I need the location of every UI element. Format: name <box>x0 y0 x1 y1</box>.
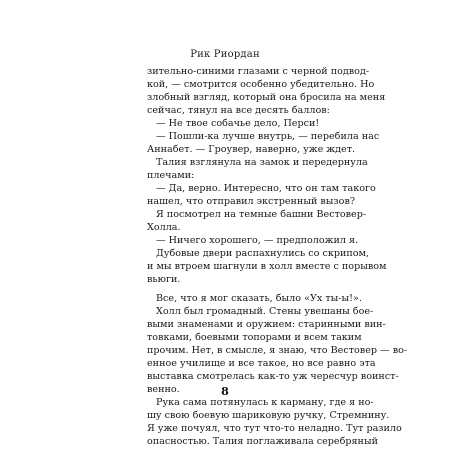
text-line: выми знаменами и оружием: старинными вин- <box>147 319 386 330</box>
text-line: шу свою боевую шариковую ручку, Стремнину. <box>147 410 390 421</box>
text-line: Я уже почуял, что тут что-то неладно. Тут разило <box>147 423 402 434</box>
text-line: — Пошли-ка лучше внутрь, — перебила нас <box>156 131 380 142</box>
page-number: 8 <box>221 385 229 398</box>
text-line: Дубовые двери распахнулись со скрипом, <box>156 248 370 259</box>
text-line: Холл был громадный. Стены увешаны бое- <box>156 306 374 317</box>
text-line: енное училище и все такое, но все равно эта <box>147 358 376 369</box>
text-line: прочим. Нет, в смысле, я знаю, что Вестовер — во- <box>147 345 408 356</box>
text-line: венно. <box>147 384 180 395</box>
running-head-author: Рик Риордан <box>190 49 260 60</box>
text-line: — Да, верно. Интересно, что он там такого <box>156 183 376 194</box>
text-line: Аннабет. — Гроувер, наверно, уже ждет. <box>147 144 356 155</box>
text-line: плечами: <box>147 170 195 181</box>
text-line: кой, — смотрится особенно убедительно. Но <box>147 79 375 90</box>
text-line: Талия взглянула на замок и передернула <box>156 157 368 168</box>
text-line: — Ничего хорошего, — предположил я. <box>156 235 359 246</box>
text-line: товками, боевыми топорами и всем таким <box>147 332 362 343</box>
text-line: сейчас, тянул на все десять баллов: <box>147 105 330 116</box>
text-line: опасностью. Талия поглаживала серебряный <box>147 436 378 447</box>
text-line: вьюги. <box>147 274 181 285</box>
text-line: Все, что я мог сказать, было «Ух ты-ы!». <box>156 293 362 304</box>
text-line: зительно-синими глазами с черной подвод- <box>147 66 370 77</box>
text-line: нашел, что отправил экстренный вызов? <box>147 196 355 207</box>
text-line: выставка смотрелась как-то уж чересчур воинст- <box>147 371 399 382</box>
text-line: Холла. <box>147 222 181 233</box>
text-line: Рука сама потянулась к карману, где я но- <box>156 397 374 408</box>
text-line: Я посмотрел на темные башни Вестовер- <box>156 209 367 220</box>
text-line: и мы втроем шагнули в холл вместе с порывом <box>147 261 387 272</box>
text-line: — Не твое собачье дело, Перси! <box>156 118 320 129</box>
text-line: злобный взгляд, который она бросила на меня <box>147 92 386 103</box>
